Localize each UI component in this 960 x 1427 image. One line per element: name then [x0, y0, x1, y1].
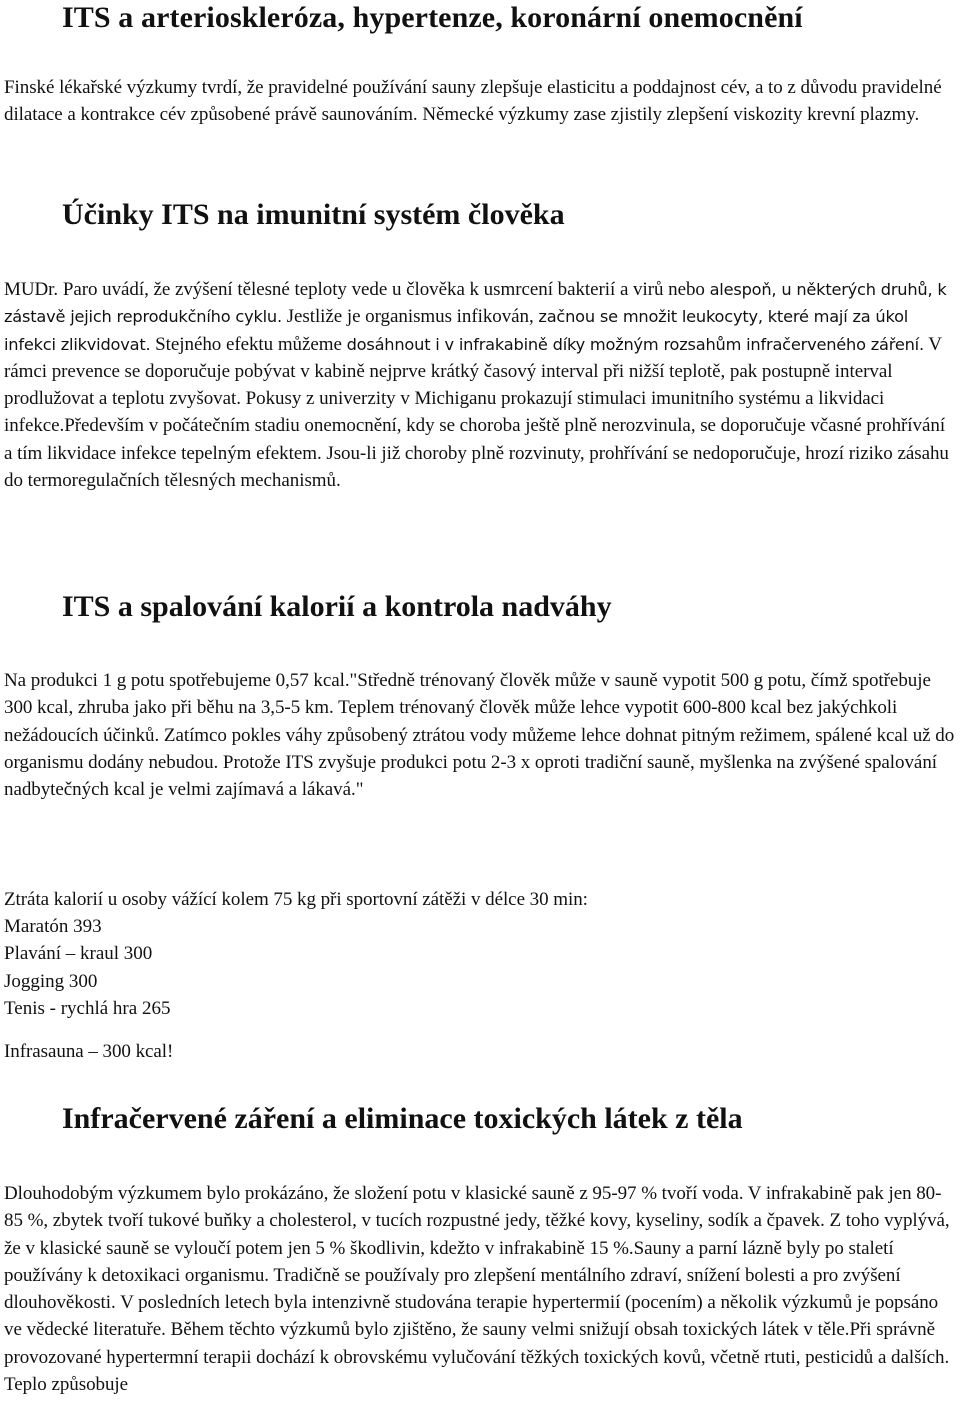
- immune-text-g: V rámci prevence se doporučuje pobývat v kabině nejprve krátký časový interval při nižší teplotě, pak postupně interval prodlužovat a teplotu zvyšovat. Pokusy z univerzity v Michiganu prokazují stimulaci imunitního systému a likvidaci infekce.Především v počátečním stadiu onemocnění, kdy se choroba ještě plně nerozvinula, se doporučuje včasné prohřívání a tím likvidace infekce tepelným efektem. Jsou-li již choroby plně rozvinuty, prohřívání se nedoporučuje, hrozí riziko zásahu do termoregulačních tělesných mechanismů.: [4, 333, 949, 492]
- calorie-loss-intro: Ztráta kalorií u osoby vážící kolem 75 kg při sportovní zátěži v délce 30 min:: [4, 889, 588, 910]
- list-item: Tenis - rychlá hra 265: [4, 997, 171, 1019]
- heading-immune-system: Účinky ITS na imunitní systém člověka: [62, 198, 565, 231]
- paragraph-detox: Dlouhodobým výzkumem bylo prokázáno, že složení potu v klasické sauně z 95-97 % tvoří voda. V infrakabině pak jen 80-85 %, zbytek tvoří tukové buňky a cholesterol, v tucích rozpustné jedy, těžké kovy, kyseliny, sodík a čpavek. Z toho vyplývá, že v klasické sauně se vyloučí potem jen 5 % škodlivin, kdežto v infrakabině 15 %.Sauny a parní lázně byly po staletí používány k detoxikaci organismu. Tradičně se používaly pro zlepšení mentálního zdraví, snížení bolesti a pro zvýšení dlouhověkosti. V posledních letech byla intenzivně studována terapie hypertermií (pocením) a několik výzkumů je popsáno ve vědecké literatuře. Během těchto výzkumů bylo zjištěno, že sauny velmi snižují obsah toxických látek v těle.Při správně provozované hypertermní terapii dochází k obrovskému vylučování těžkých toxických kovů, včetně rtuti, pesticidů a dalších. Teplo způsobuje: [4, 1183, 950, 1396]
- immune-text-b: alespoň, u některých druhů, k zástavě jejich reprodukčního cyklu.: [4, 280, 947, 327]
- infrasauna-calories: Infrasauna – 300 kcal!: [4, 1041, 174, 1062]
- calorie-list: [4, 913, 170, 1022]
- heading-calories: ITS a spalování kalorií a kontrola nadváhy: [62, 590, 612, 623]
- immune-text-e: Stejného efektu můžeme: [150, 333, 347, 355]
- list-item: Plavání – kraul 300: [4, 943, 153, 965]
- heading-toxins: Infračervené záření a eliminace toxických látek z těla: [62, 1102, 743, 1135]
- list-item: Maratón 393: [4, 916, 102, 937]
- immune-text-c: Jestliže je organismus infikován,: [281, 306, 539, 328]
- paragraph-sweat-calories: Na produkci 1 g potu spotřebujeme 0,57 kcal."Středně trénovaný člověk může v sauně vypotit 500 g potu, čímž spotřebuje 300 kcal, zhruba jako při běhu na 3,5-5 km. Teplem trénovaný člověk může lehce vypotit 600-800 kcal bez jakýchkoli nežádoucích účinků. Zatímco pokles váhy způsobený ztrátou vody můžeme lehce dohnat pitným režimem, spálené kcal už do organismu dodány nebudou. Protože ITS zvyšuje produkci potu 2-3 x oproti tradiční sauně, myšlenka na zvýšené spalování nadbytečných kcal je velmi zajímavá a lákavá.": [4, 670, 955, 801]
- heading-arteriosclerosis: ITS a arterioskleróza, hypertenze, koronární onemocnění: [62, 1, 803, 34]
- immune-text-f: dosáhnout i v infrakabině díky možným rozsahům infračerveného záření.: [346, 334, 924, 354]
- list-item: Jogging 300: [4, 970, 98, 992]
- immune-text-a: MUDr. Paro uvádí, že zvýšení tělesné teploty vede u člověka k usmrcení bakterií a virů nebo: [4, 279, 710, 300]
- paragraph-immune-effects: [4, 276, 956, 494]
- paragraph-finnish-research: Finské lékařské výzkumy tvrdí, že pravidelné používání sauny zlepšuje elasticitu a poddajnost cév, a to z důvodu pravidelné dilatace a kontrakce cév způsobené právě saunováním. Německé výzkumy zase zjistily zlepšení viskozity krevní plazmy.: [4, 77, 942, 126]
- immune-text-d: začnou se množit leukocyty, které mají za úkol infekci zlikvidovat.: [4, 307, 909, 354]
